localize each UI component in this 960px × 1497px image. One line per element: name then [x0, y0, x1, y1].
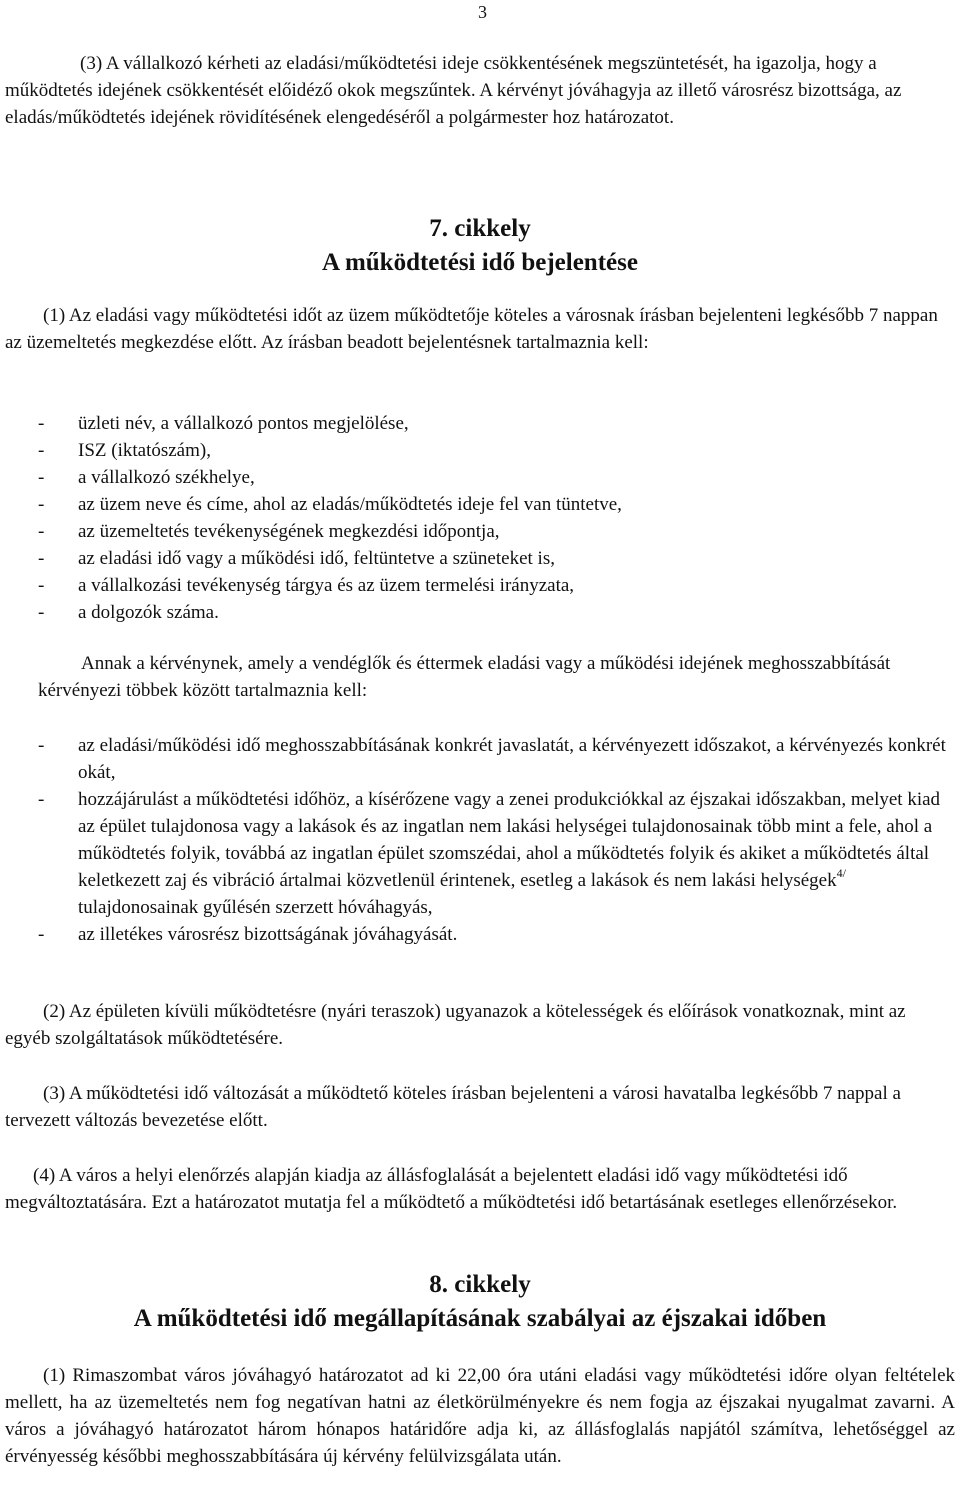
dash-bullet: -: [38, 789, 45, 810]
dash-bullet: -: [38, 413, 45, 434]
article-7-para-1: (1) Az eladási vagy működtetési időt az üzem működtetője köteles a városnak írásban bejelenteni legkésőbb 7 nappan az üzemeltetés megkezdése előtt. Az írásban beadott bejelentésnek tartalmaznia kell:: [5, 305, 938, 353]
paragraph-annak: Annak a kérvénynek, amely a vendéglők és éttermek eladási vagy a működési idejének meghosszabbítását kérvényezi többek között tartalmaznia kell:: [38, 653, 891, 701]
list-item: [38, 572, 948, 599]
dash-bullet: -: [38, 924, 45, 945]
list-item-text: az eladási idő vagy a működési idő, feltüntetve a szüneteket is,: [78, 548, 555, 569]
list-item: [38, 921, 948, 948]
list-item-text: a vállalkozási tevékenység tárgya és az üzem termelési irányzata,: [78, 575, 575, 596]
list-item: [38, 545, 948, 572]
list-item: [38, 786, 948, 921]
list-item-text: az üzem neve és címe, ahol az eladás/működtetés ideje fel van tüntetve,: [78, 494, 622, 515]
article-8-para-1: (1) Rimaszombat város jóváhagyó határozatot ad ki 22,00 óra utáni eladási vagy működtetési időre olyan feltételek mellett, ha az üzemeltetés nem fog negatívan hatni az életkörülményekre és nem fogja az éjszakai nyugalmat zavarni. A város a jóváhagyó határozatot három hónapos határidőre adja ki, az állásfoglalás napjától számítva, lehetőséggel az érvényesség későbbi meghosszabbítására új kérvény felülvizsgálata után.: [5, 1365, 955, 1467]
list-item-text: az eladási/működési idő meghosszabbításának konkrét javaslatát, a kérvényezett időszakot, a kérvényezés konkrét okát,: [78, 735, 946, 783]
dash-bullet: -: [38, 467, 45, 488]
list-item: [38, 437, 948, 464]
list-item-text-part: tulajdonosainak gyűlésén szerzett hóváhagyás,: [78, 897, 433, 918]
list-item: [38, 410, 948, 437]
list-item-text: a vállalkozó székhelye,: [78, 467, 255, 488]
article-7-heading: [0, 212, 960, 280]
dash-bullet: -: [38, 602, 45, 623]
extension-request-list: [38, 732, 948, 948]
article-8-number: 8. cikkely: [429, 1271, 531, 1298]
article-7-title: A működtetési idő bejelentése: [322, 249, 638, 276]
list-item-text: [78, 786, 948, 921]
list-item-text: a dolgozók száma.: [78, 602, 219, 623]
dash-bullet: -: [38, 735, 45, 756]
paragraph-3-intro: (3) A vállalkozó kérheti az eladási/működtetési ideje csökkentésének megszüntetését, ha igazolja, hogy a működtetés idejének csökkentését előidéző okok megszűntek. A kérvényt jóváhagyja az illető városrész bizottsága, az eladás/működtetés idejének rövidítésének elengedéséről a polgármester hoz határozatot.: [5, 53, 902, 128]
article-8-title: A működtetési idő megállapításának szabályai az éjszakai időben: [133, 1305, 827, 1332]
article-8-heading: [0, 1268, 960, 1336]
list-item-text: az üzemeltetés tevékenységének megkezdési időpontja,: [78, 521, 500, 542]
dash-bullet: -: [38, 521, 45, 542]
article-7-para-4: (4) A város a helyi elenőrzés alapján kiadja az állásfoglalását a bejelentett eladási idő vagy működtetési idő megváltoztatására. Ezt a határozatot mutatja fel a működtető a működtetési idő betartásának esetleges ellenőrzésekor.: [5, 1165, 898, 1213]
list-item: [38, 732, 948, 786]
list-item: [38, 464, 948, 491]
list-item: [38, 518, 948, 545]
list-item-text: az illetékes városrész bizottságának jóváhagyását.: [78, 924, 458, 945]
list-item: [38, 599, 948, 626]
list-item-text-part: hozzájárulást a működtetési időhöz, a kísérőzene vagy a zenei produkciókkal az éjszakai időszakban, melyet kiad az épület tulajdonosa vagy a lakások és az ingatlan nem lakási helységei tulajdonosainak több mint a fele, ahol a működtetés folyik, továbbá az ingatlan épület szomszédai, ahol a működtetés folyik és akiket a működtetés által keletkezett zaj és vibráció ártalmai közvetlenül érintenek, esetleg a lakások és nem lakási helységek: [78, 789, 941, 891]
dash-bullet: -: [38, 440, 45, 461]
list-item: [38, 491, 948, 518]
article-7-para-3: (3) A működtetési idő változását a működtető köteles írásban bejelenteni a városi havatalba legkésőbb 7 nappal a tervezett változás bevezetése előtt.: [5, 1083, 901, 1131]
list-item-text: ISZ (iktatószám),: [78, 440, 211, 461]
footnote-reference: 4/: [836, 866, 846, 880]
dash-bullet: -: [38, 494, 45, 515]
dash-bullet: -: [38, 548, 45, 569]
dash-bullet: -: [38, 575, 45, 596]
notification-contents-list: [38, 410, 948, 626]
list-item-text: üzleti név, a vállalkozó pontos megjelölése,: [78, 413, 409, 434]
article-7-para-2: (2) Az épületen kívüli működtetésre (nyári teraszok) ugyanazok a kötelességek és előírások vonatkoznak, mint az egyéb szolgáltatások működtetésére.: [5, 1001, 906, 1049]
page-number: 3: [478, 2, 487, 22]
article-7-number: 7. cikkely: [429, 215, 531, 242]
